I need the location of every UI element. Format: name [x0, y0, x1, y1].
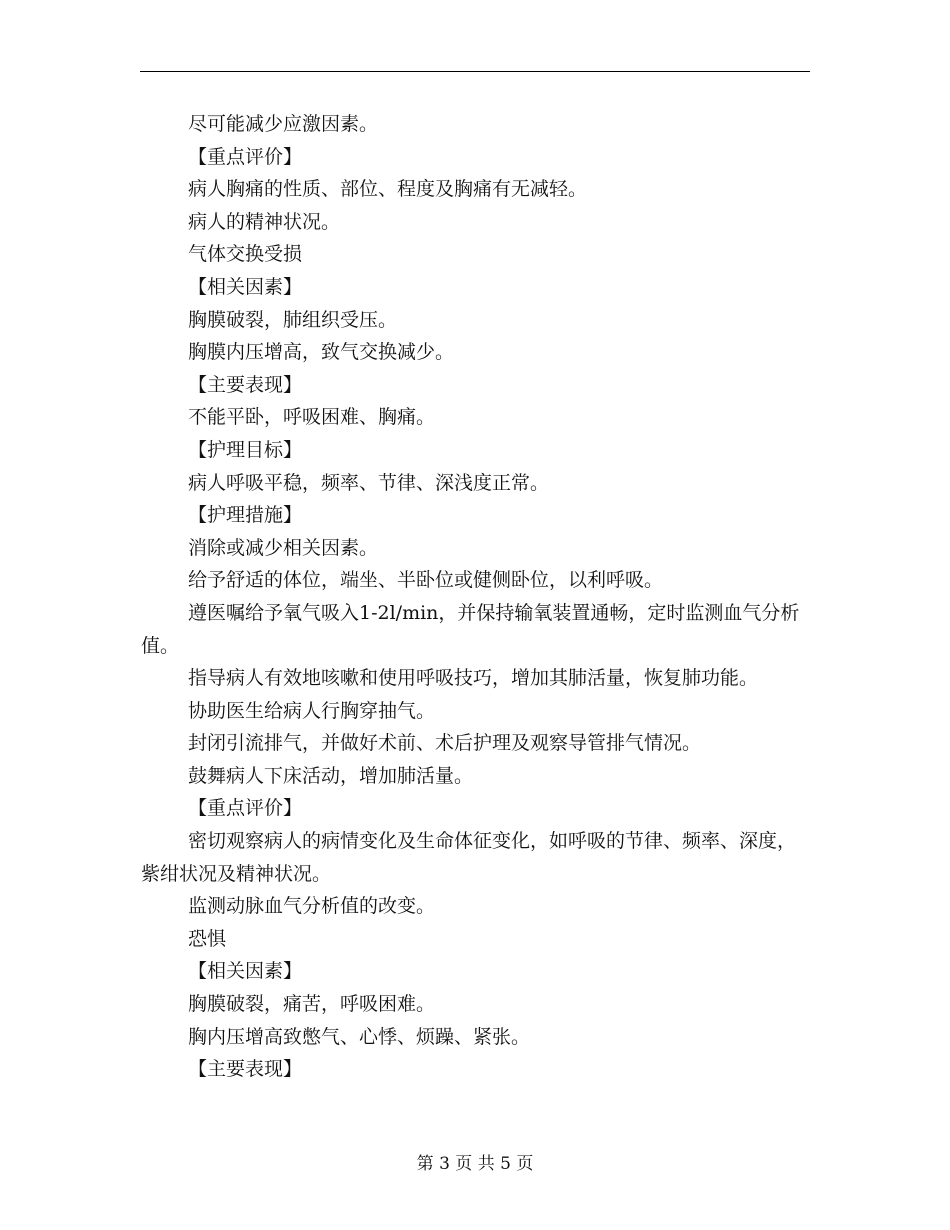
document-body: [141, 108, 809, 1086]
section-heading: 【护理目标】: [188, 438, 303, 461]
paragraph: 指导病人有效地咳嗽和使用呼吸技巧，增加其肺活量，恢复肺功能。: [188, 667, 759, 690]
paragraph: 病人呼吸平稳，频率、节律、深浅度正常。: [188, 471, 550, 494]
section-heading: 【相关因素】: [188, 275, 303, 298]
paragraph: 胸膜内压增高，致气交换减少。: [188, 341, 455, 364]
page-number: 第 3 页 共 5 页: [416, 1154, 534, 1174]
paragraph: 封闭引流排气，并做好术前、术后护理及观察导管排气情况。: [188, 732, 702, 755]
section-heading: 【重点评价】: [188, 145, 303, 168]
paragraph: 病人胸痛的性质、部位、程度及胸痛有无减轻。: [188, 178, 588, 201]
paragraph: 胸内压增高致憋气、心悸、烦躁、紧张。: [188, 1025, 531, 1048]
section-heading: 【相关因素】: [188, 960, 303, 983]
paragraph: 监测动脉血气分析值的改变。: [188, 895, 436, 918]
section-heading: 【主要表现】: [188, 373, 303, 396]
paragraph: 鼓舞病人下床活动，增加肺活量。: [188, 764, 474, 787]
header-rule: [140, 71, 810, 72]
section-heading: 【护理措施】: [188, 504, 303, 527]
paragraph: 胸膜破裂，肺组织受压。: [188, 308, 398, 331]
paragraph: 密切观察病人的病情变化及生命体征变化，如呼吸的节律、频率、深度，紫绀状况及精神状况。: [141, 830, 797, 885]
paragraph: 给予舒适的体位，端坐、半卧位或健侧卧位，以利呼吸。: [188, 569, 664, 592]
paragraph: 尽可能减少应激因素。: [188, 113, 379, 135]
diagnosis-title: 气体交换受损: [188, 243, 303, 266]
paragraph: 不能平卧，呼吸困难、胸痛。: [188, 406, 436, 429]
section-heading: 【重点评价】: [188, 797, 303, 820]
paragraph: 病人的精神状况。: [188, 210, 341, 233]
paragraph: 遵医嘱给予氧气吸入1-2l/min，并保持输氧装置通畅，定时监测血气分析值。: [141, 601, 800, 657]
paragraph: 协助医生给病人行胸穿抽气。: [188, 699, 436, 722]
paragraph: 胸膜破裂，痛苦，呼吸困难。: [188, 993, 436, 1016]
page-footer: [0, 1153, 950, 1175]
diagnosis-title: 恐惧: [188, 927, 227, 950]
paragraph: 消除或减少相关因素。: [188, 536, 379, 559]
section-heading: 【主要表现】: [188, 1058, 303, 1081]
